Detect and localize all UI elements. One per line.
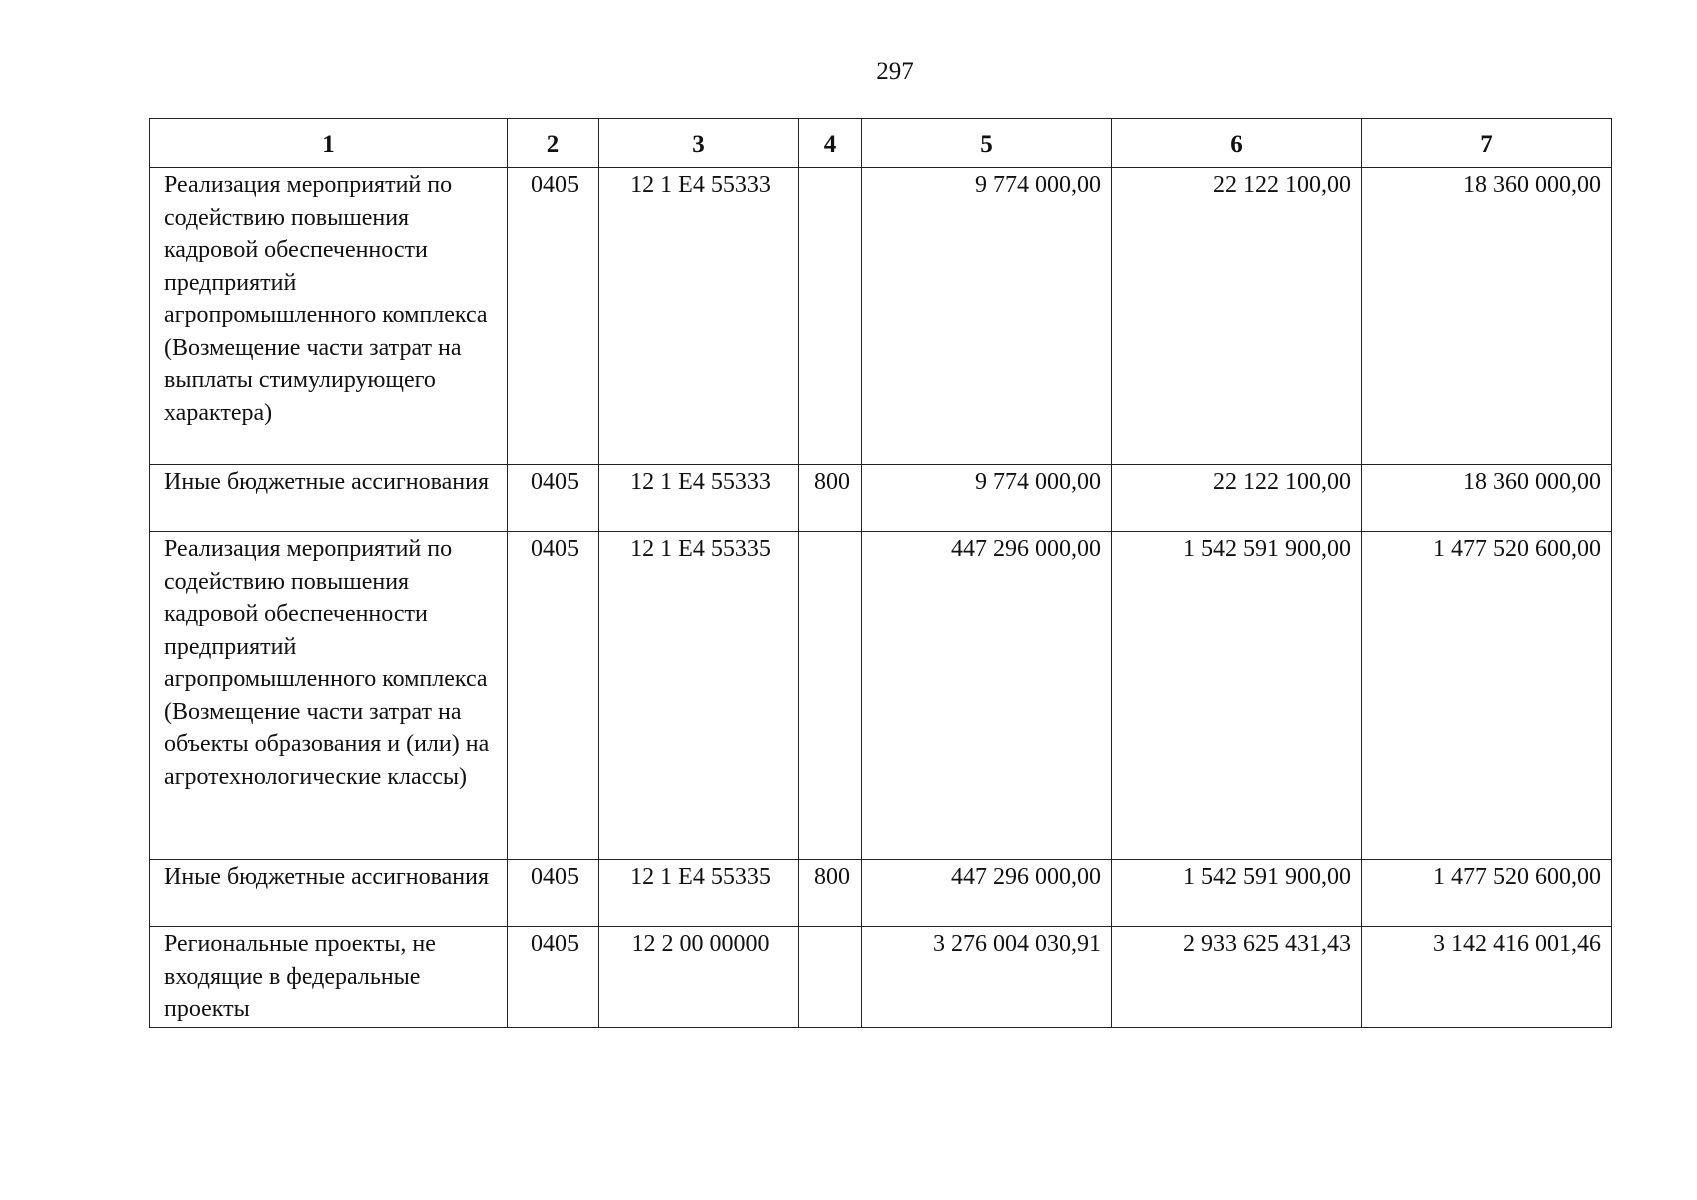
row-amount-col7: 1 477 520 600,00 <box>1362 532 1612 860</box>
row-amount-col5: 447 296 000,00 <box>862 532 1112 860</box>
row-target-article: 12 1 Е4 55335 <box>599 532 799 860</box>
row-expense-type <box>799 927 862 1028</box>
header-cell-4: 4 <box>799 119 862 168</box>
row-expense-type <box>799 532 862 860</box>
row-amount-col7: 18 360 000,00 <box>1362 168 1612 465</box>
header-cell-2: 2 <box>508 119 599 168</box>
row-amount-col5: 3 276 004 030,91 <box>862 927 1112 1028</box>
row-name: Региональные проекты, не входящие в федеральные проекты <box>150 927 508 1028</box>
row-expense-type: 800 <box>799 860 862 927</box>
page-number: 297 <box>876 58 914 85</box>
row-section: 0405 <box>508 532 599 860</box>
row-name: Реализация мероприятий по содействию повышения кадровой обеспеченности предприятий агропромышленного комплекса (Возмещение части затрат на выплаты стимулирующего характера) <box>150 168 508 465</box>
header-cell-1: 1 <box>150 119 508 168</box>
budget-table <box>149 118 1612 1028</box>
row-name: Иные бюджетные ассигнования <box>150 465 508 532</box>
table-row <box>150 860 1612 927</box>
row-amount-col5: 447 296 000,00 <box>862 860 1112 927</box>
row-target-article: 12 1 Е4 55333 <box>599 465 799 532</box>
row-amount-col7: 1 477 520 600,00 <box>1362 860 1612 927</box>
table-row <box>150 465 1612 532</box>
row-target-article: 12 2 00 00000 <box>599 927 799 1028</box>
header-cell-7: 7 <box>1362 119 1612 168</box>
row-amount-col6: 22 122 100,00 <box>1112 168 1362 465</box>
row-amount-col6: 22 122 100,00 <box>1112 465 1362 532</box>
row-expense-type: 800 <box>799 465 862 532</box>
row-expense-type <box>799 168 862 465</box>
row-target-article: 12 1 Е4 55335 <box>599 860 799 927</box>
row-amount-col6: 2 933 625 431,43 <box>1112 927 1362 1028</box>
row-amount-col7: 18 360 000,00 <box>1362 465 1612 532</box>
header-cell-5: 5 <box>862 119 1112 168</box>
row-name: Реализация мероприятий по содействию повышения кадровой обеспеченности предприятий агропромышленного комплекса (Возмещение части затрат на объекты образования и (или) на агротехнологические классы) <box>150 532 508 860</box>
header-cell-6: 6 <box>1112 119 1362 168</box>
table-row <box>150 532 1612 860</box>
row-target-article: 12 1 Е4 55333 <box>599 168 799 465</box>
header-row <box>150 119 1612 168</box>
row-name: Иные бюджетные ассигнования <box>150 860 508 927</box>
table-row <box>150 927 1612 1028</box>
row-amount-col6: 1 542 591 900,00 <box>1112 532 1362 860</box>
table-row <box>150 168 1612 465</box>
row-section: 0405 <box>508 860 599 927</box>
row-amount-col5: 9 774 000,00 <box>862 465 1112 532</box>
header-cell-3: 3 <box>599 119 799 168</box>
row-section: 0405 <box>508 168 599 465</box>
row-amount-col6: 1 542 591 900,00 <box>1112 860 1362 927</box>
row-amount-col7: 3 142 416 001,46 <box>1362 927 1612 1028</box>
row-section: 0405 <box>508 927 599 1028</box>
row-section: 0405 <box>508 465 599 532</box>
row-amount-col5: 9 774 000,00 <box>862 168 1112 465</box>
